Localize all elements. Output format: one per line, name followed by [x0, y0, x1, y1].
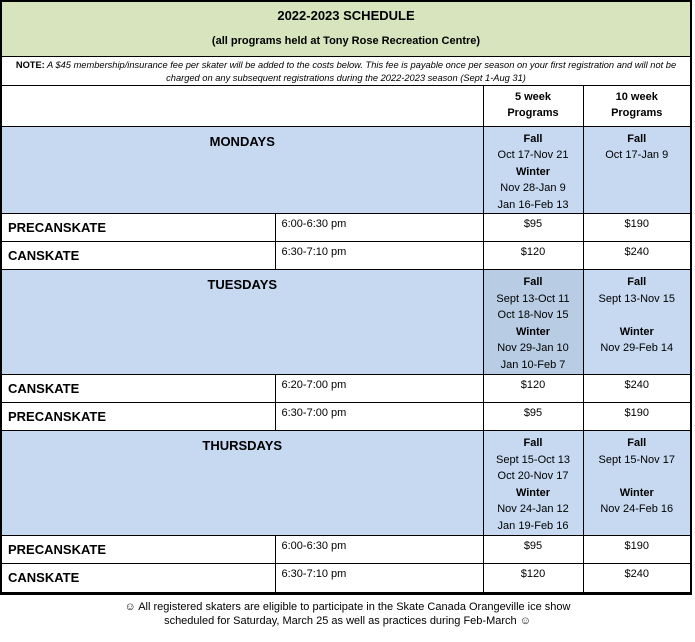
- date-line: Fall: [523, 132, 543, 145]
- date-line: Fall: [627, 437, 647, 449]
- footer-line-1: ☺ All registered skaters are eligible to participate in the Skate Canada Orangeville ice show: [124, 601, 571, 613]
- price-5-week: $95: [483, 214, 583, 242]
- date-line: Sept 15-Nov 17: [598, 453, 675, 466]
- program-time: 6:30-7:10 pm: [275, 564, 483, 592]
- price-5-week: $120: [483, 564, 583, 592]
- column-header-10-week-line1: 10 week: [615, 91, 658, 103]
- date-line: Winter: [619, 325, 654, 338]
- date-line: Oct 20-Nov 17: [497, 470, 569, 482]
- five-week-dates-tuesdays: [483, 270, 583, 375]
- day-label-mondays: MONDAYS: [2, 126, 483, 214]
- ten-week-dates-tuesdays: [583, 270, 690, 375]
- date-line: Oct 17-Nov 21: [497, 149, 569, 161]
- price-5-week: $120: [483, 375, 583, 403]
- column-header-empty: [2, 86, 483, 126]
- price-10-week: $190: [583, 403, 690, 431]
- day-label-tuesdays: TUESDAYS: [2, 270, 483, 375]
- date-line: Oct 17-Jan 9: [605, 149, 669, 161]
- program-time: 6:30-7:10 pm: [275, 242, 483, 270]
- column-header-10-week: [583, 86, 690, 126]
- five-week-dates-mondays: [483, 126, 583, 214]
- date-line: Winter: [515, 165, 551, 178]
- date-line: Fall: [627, 132, 647, 145]
- program-time: 6:20-7:00 pm: [275, 375, 483, 403]
- date-line: Winter: [619, 486, 654, 499]
- day-label-thursdays: THURSDAYS: [2, 431, 483, 536]
- program-row: [2, 536, 690, 564]
- schedule-table: [2, 86, 690, 592]
- price-5-week: $95: [483, 403, 583, 431]
- program-name: PRECANSKATE: [2, 214, 275, 242]
- column-header-5-week: [483, 86, 583, 126]
- date-line: Nov 24-Feb 16: [600, 503, 674, 515]
- date-line: Nov 28-Jan 9: [500, 182, 566, 194]
- price-10-week: $190: [583, 214, 690, 242]
- column-header-5-week-line2: Programs: [507, 107, 559, 119]
- date-line: Nov 29-Jan 10: [497, 342, 569, 354]
- day-row-thursdays: [2, 431, 690, 536]
- price-5-week: $95: [483, 536, 583, 564]
- date-line: Nov 24-Jan 12: [497, 503, 569, 515]
- date-line: Jan 19-Feb 16: [497, 519, 569, 532]
- date-line: [584, 307, 691, 324]
- date-line: Winter: [515, 486, 551, 499]
- date-line: Jan 16-Feb 13: [497, 198, 569, 211]
- date-line: Sept 15-Oct 13: [496, 453, 570, 466]
- day-row-mondays: [2, 126, 690, 214]
- date-line: Fall: [523, 437, 543, 449]
- program-time: 6:00-6:30 pm: [275, 214, 483, 242]
- price-10-week: $190: [583, 536, 690, 564]
- program-time: 6:30-7:00 pm: [275, 403, 483, 431]
- date-line: Fall: [627, 276, 647, 288]
- date-line: Nov 29-Feb 14: [600, 342, 674, 354]
- price-10-week: $240: [583, 564, 690, 592]
- ten-week-dates-thursdays: [583, 431, 690, 536]
- date-line: Jan 10-Feb 7: [500, 358, 566, 371]
- program-name: CANSKATE: [2, 564, 275, 592]
- footer-note: [0, 600, 695, 628]
- date-line: Oct 18-Nov 15: [497, 309, 569, 321]
- schedule-subtitle: (all programs held at Tony Rose Recreation Centre): [211, 35, 481, 47]
- price-10-week: $240: [583, 375, 690, 403]
- date-line: Fall: [523, 276, 543, 288]
- day-row-tuesdays: [2, 270, 690, 375]
- program-name: PRECANSKATE: [2, 403, 275, 431]
- date-line: Sept 13-Oct 11: [496, 292, 570, 305]
- column-header-10-week-line2: Programs: [611, 107, 663, 119]
- fee-note: [2, 57, 690, 86]
- column-header-row: [2, 86, 690, 126]
- program-row: [2, 564, 690, 592]
- note-label: NOTE:: [15, 60, 45, 70]
- price-10-week: $240: [583, 242, 690, 270]
- schedule-title: 2022-2023 SCHEDULE: [277, 8, 415, 23]
- program-name: CANSKATE: [2, 375, 275, 403]
- program-name: CANSKATE: [2, 242, 275, 270]
- date-line: Sept 13-Nov 15: [598, 292, 675, 305]
- program-row: [2, 375, 690, 403]
- program-time: 6:00-6:30 pm: [275, 536, 483, 564]
- date-line: Winter: [515, 325, 551, 338]
- program-row: [2, 242, 690, 270]
- five-week-dates-thursdays: [483, 431, 583, 536]
- column-header-5-week-line1: 5 week: [514, 91, 552, 103]
- program-row: [2, 214, 690, 242]
- program-row: [2, 403, 690, 431]
- price-5-week: $120: [483, 242, 583, 270]
- footer-line-2: scheduled for Saturday, March 25 as well as practices during Feb-March ☺: [164, 615, 531, 627]
- ten-week-dates-mondays: [583, 126, 690, 214]
- note-text: A $45 membership/insurance fee per skater will be added to the costs below. This fee is payable once per season on your first registration and will not be charged on any subsequent registrations during the 2022-2023 season (Sept 1-Aug 31): [47, 60, 677, 83]
- date-line: [584, 468, 691, 485]
- program-name: PRECANSKATE: [2, 536, 275, 564]
- schedule-header: [2, 2, 690, 57]
